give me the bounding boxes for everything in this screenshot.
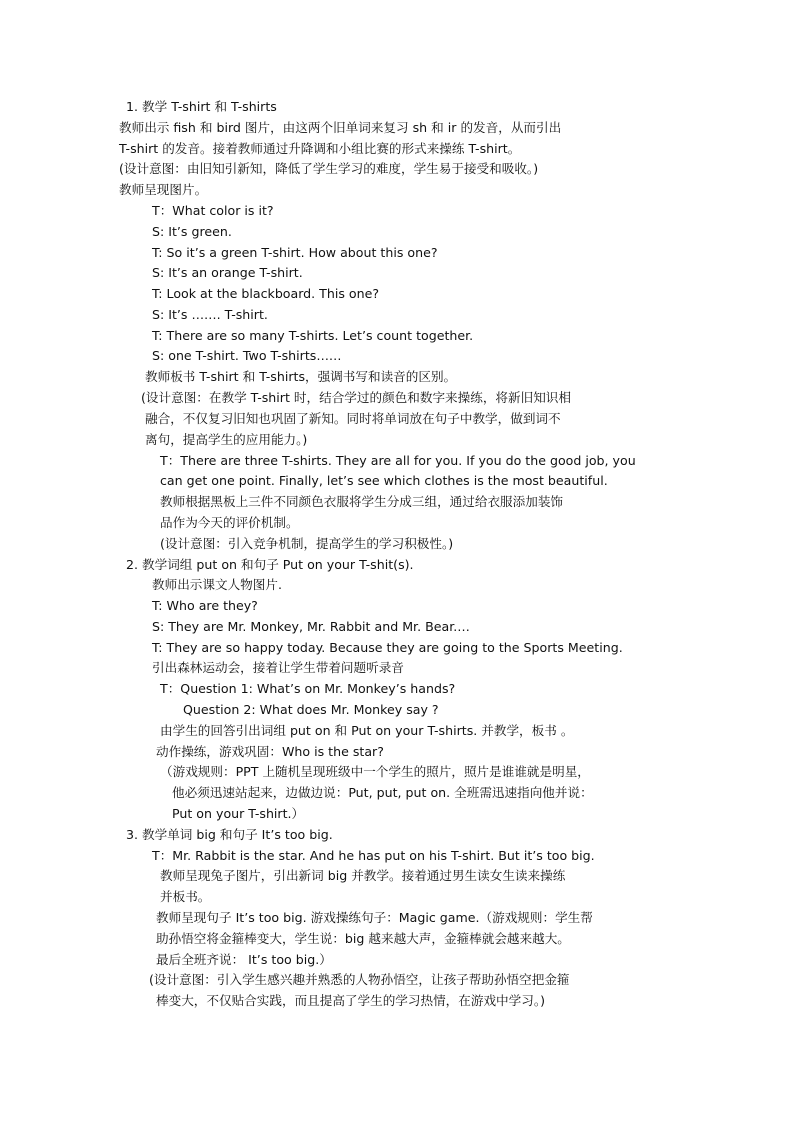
text-line: 教师出示课文人物图片. — [152, 577, 282, 592]
section-3-heading: 3. 教学单词 big 和句子 It’s too big. — [126, 827, 333, 842]
dialogue-line: can get one point. Finally, let’s see which clothes is the most beautiful. — [160, 473, 608, 488]
text-line: 教师出示 fish 和 bird 图片，由这两个旧单词来复习 sh 和 ir 的发音，从而引出 — [119, 120, 562, 135]
dialogue-line: T：There are three T-shirts. They are all for you. If you do the good job, you — [160, 453, 636, 468]
dialogue-line: T：What color is it? — [152, 203, 274, 218]
text-line: 引出森林运动会，接着让学生带着问题听录音 — [152, 660, 404, 675]
text-line: 由学生的回答引出词组 put on 和 Put on your T-shirts. 并教学，板书 。 — [160, 723, 574, 738]
dialogue-line: S: They are Mr. Monkey, Mr. Rabbit and Mr. Bear.… — [152, 619, 470, 634]
section-1-heading: 1. 教学 T-shirt 和 T-shirts — [126, 99, 277, 114]
dialogue-line: T: Who are they? — [152, 598, 258, 613]
section-2-heading: 2. 教学词组 put on 和句子 Put on your T-shit(s). — [126, 557, 414, 572]
dialogue-line: Question 2: What does Mr. Monkey say ? — [183, 702, 439, 717]
dialogue-line: T: They are so happy today. Because they are going to the Sports Meeting. — [152, 640, 623, 655]
dialogue-line: T: There are so many T-shirts. Let’s count together. — [152, 328, 474, 343]
dialogue-line: T: Look at the blackboard. This one? — [152, 286, 380, 301]
game-rule-line: 他必须迅速站起来，边做边说：Put, put, put on. 全班需迅速指向他并说： — [172, 785, 593, 800]
dialogue-line: S: It’s an orange T-shirt. — [152, 265, 303, 280]
text-line: 教师呈现图片。 — [119, 182, 208, 197]
text-line: 并板书。 — [160, 889, 211, 904]
text-line: 动作操练，游戏巩固：Who is the star? — [156, 744, 384, 759]
dialogue-line: T：Question 1: What’s on Mr. Monkey’s hands? — [160, 681, 456, 696]
design-intent-line: (设计意图：引入竞争机制，提高学生的学习积极性。) — [160, 536, 454, 551]
design-intent-line: (设计意图：在教学 T-shirt 时，结合学过的颜色和数字来操练，将新旧知识相 — [141, 390, 571, 405]
text-line: (设计意图：由旧知引新知，降低了学生学习的难度，学生易于接受和吸收。) — [119, 161, 539, 176]
design-intent-line: 棒变大，不仅贴合实践，而且提高了学生的学习热情，在游戏中学习。) — [156, 993, 546, 1008]
dialogue-line: T：Mr. Rabbit is the star. And he has put on his T-shirt. But it’s too big. — [152, 848, 595, 863]
game-rule-line: Put on your T-shirt.） — [172, 806, 305, 821]
design-intent-line: (设计意图：引入学生感兴趣并熟悉的人物孙悟空，让孩子帮助孙悟空把金箍 — [149, 972, 570, 987]
text-line: 教师呈现句子 It’s too big. 游戏操练句子：Magic game.（游戏规则：学生帮 — [156, 910, 593, 925]
text-line: 品作为今天的评价机制。 — [160, 515, 299, 530]
dialogue-line: S: It’s ……. T-shirt. — [152, 307, 268, 322]
dialogue-line: T: So it’s a green T-shirt. How about this one? — [152, 245, 438, 260]
text-line: 助孙悟空将金箍棒变大，学生说：big 越来越大声，金箍棒就会越来越大。 — [156, 931, 570, 946]
design-intent-line: 融合，不仅复习旧知也巩固了新知。同时将单词放在句子中教学，做到词不 — [145, 411, 561, 426]
text-line: 教师板书 T-shirt 和 T-shirts，强调书写和读音的区别。 — [145, 369, 457, 384]
dialogue-line: S: It’s green. — [152, 224, 232, 239]
dialogue-line: S: one T-shirt. Two T-shirts…… — [152, 348, 342, 363]
text-line: 最后全班齐说： It’s too big.） — [156, 952, 332, 967]
text-line: T-shirt 的发音。接着教师通过升降调和小组比赛的形式来操练 T-shirt。 — [119, 141, 521, 156]
design-intent-line: 离句，提高学生的应用能力。) — [145, 432, 308, 447]
text-line: 教师根据黑板上三件不同颜色衣服将学生分成三组，通过给衣服添加装饰 — [160, 494, 563, 509]
game-rule-line: （游戏规则：PPT 上随机呈现班级中一个学生的照片，照片是谁谁就是明星， — [160, 764, 590, 779]
text-line: 教师呈现兔子图片，引出新词 big 并教学。接着通过男生读女生读来操练 — [160, 868, 566, 883]
